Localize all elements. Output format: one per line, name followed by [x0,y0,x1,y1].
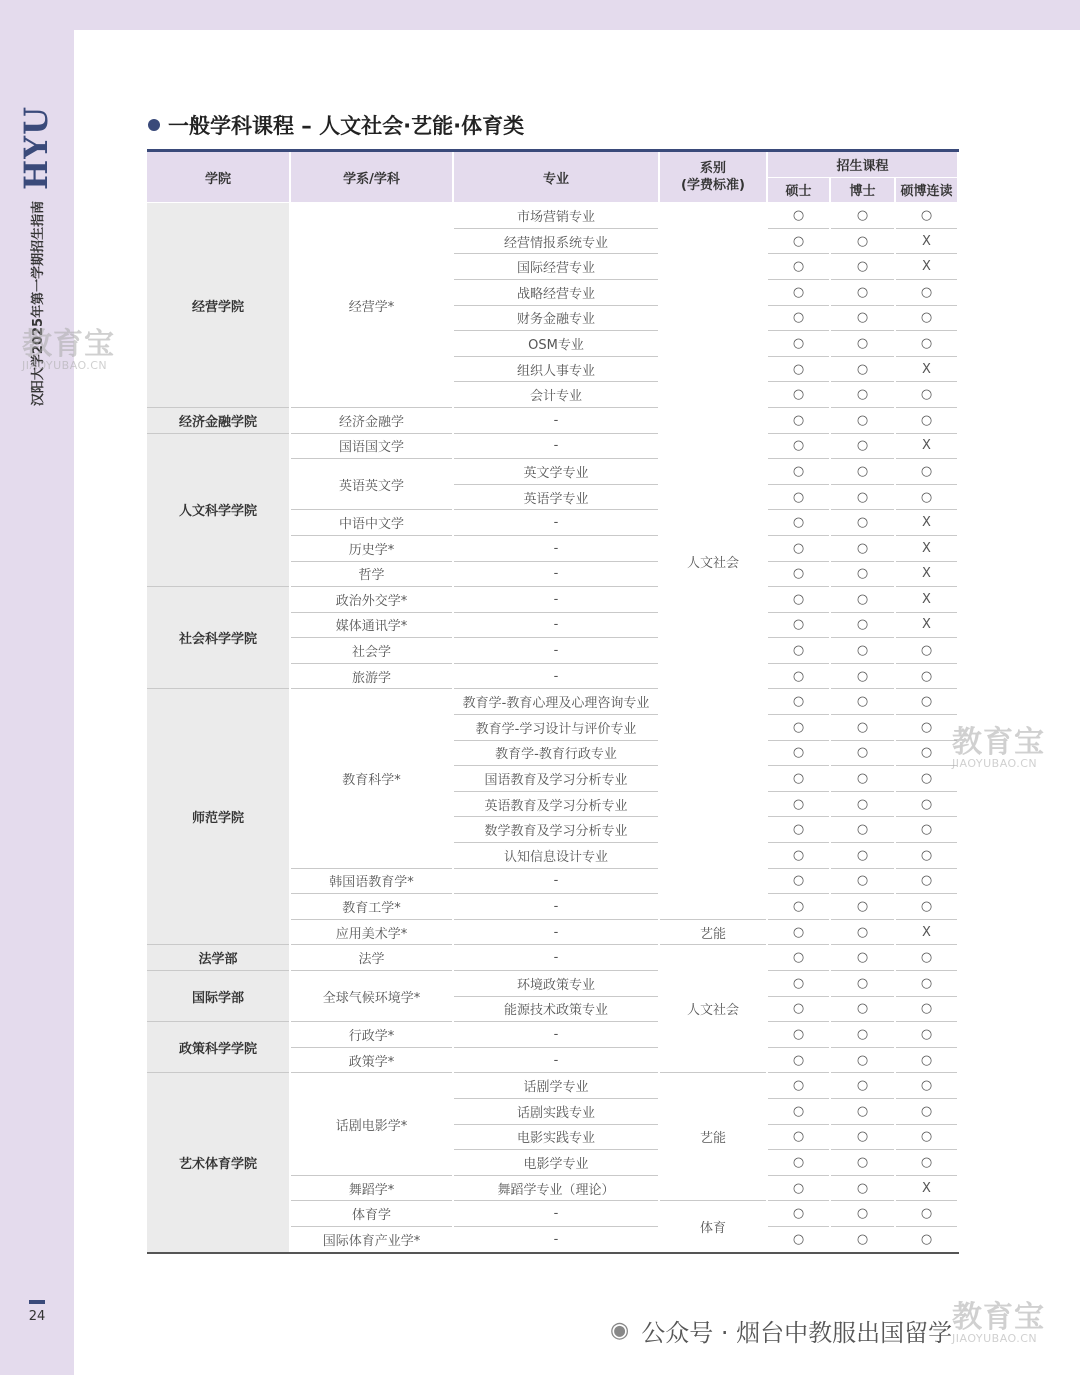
table-row [147,945,958,971]
major-cell: 数学教育及学习分析专业 [453,817,659,843]
combined-availability: ○ [895,459,958,485]
phd-availability: ○ [830,1226,895,1252]
major-cell: - [453,407,659,433]
college-cell: 政策科学学院 [147,1022,290,1073]
dept-cell: 体育学 [290,1201,453,1227]
phd-availability: ○ [830,1073,895,1099]
master-availability: ○ [767,305,830,331]
major-cell: - [453,945,659,971]
major-cell: 教育学-学习设计与评价专业 [453,715,659,741]
phd-availability: ○ [830,535,895,561]
phd-availability: ○ [830,433,895,459]
major-cell: 教育学-教育行政专业 [453,740,659,766]
dept-cell: 旅游学 [290,663,453,689]
phd-availability: ○ [830,279,895,305]
combined-availability: X [895,510,958,536]
master-availability: ○ [767,382,830,408]
combined-availability: ○ [895,868,958,894]
table-row [147,1073,958,1099]
master-availability: ○ [767,535,830,561]
phd-availability: ○ [830,766,895,792]
combined-availability: ○ [895,996,958,1022]
major-cell: 国际经营专业 [453,254,659,280]
phd-availability: ○ [830,1150,895,1176]
combined-availability: ○ [895,1022,958,1048]
combined-availability: ○ [895,638,958,664]
combined-availability: X [895,433,958,459]
master-availability: ○ [767,945,830,971]
master-availability: ○ [767,254,830,280]
combined-availability: X [895,919,958,945]
major-cell: 话剧实践专业 [453,1098,659,1124]
phd-availability: ○ [830,740,895,766]
dept-cell: 话剧电影学* [290,1073,453,1175]
combined-availability: ○ [895,689,958,715]
header-master: 硕士 [767,177,830,203]
master-availability: ○ [767,203,830,229]
major-cell: - [453,638,659,664]
dept-cell: 舞蹈学* [290,1175,453,1201]
sidebar [0,0,74,1375]
master-availability: ○ [767,971,830,997]
combined-availability: ○ [895,305,958,331]
combined-availability: X [895,356,958,382]
dept-cell: 社会学 [290,638,453,664]
phd-availability: ○ [830,1201,895,1227]
master-availability: ○ [767,766,830,792]
combined-availability: ○ [895,1124,958,1150]
phd-availability: ○ [830,1175,895,1201]
section-heading [148,110,524,140]
combined-availability: ○ [895,203,958,229]
master-availability: ○ [767,791,830,817]
page-number: 24 [28,1309,46,1324]
header-courses: 招生课程 [767,151,958,178]
major-cell: - [453,510,659,536]
combined-availability: ○ [895,279,958,305]
major-cell: 战略经营专业 [453,279,659,305]
dept-cell: 国际体育产业学* [290,1226,453,1252]
combined-availability: X [895,587,958,613]
phd-availability: ○ [830,663,895,689]
phd-availability: ○ [830,612,895,638]
table-row [147,587,958,613]
combined-availability: ○ [895,331,958,357]
dept-cell: 韩国语教育学* [290,868,453,894]
courses-table [147,149,959,1254]
college-cell: 国际学部 [147,971,290,1022]
watermark: 教育宝 JIAOYUBAO.CN [952,725,1045,770]
combined-availability: X [895,1175,958,1201]
phd-availability: ○ [830,254,895,280]
dept-cell: 哲学 [290,561,453,587]
combined-availability: ○ [895,766,958,792]
college-cell: 人文科学学院 [147,433,290,587]
master-availability: ○ [767,996,830,1022]
phd-availability: ○ [830,356,895,382]
combined-availability: ○ [895,1150,958,1176]
master-availability: ○ [767,407,830,433]
college-cell: 师范学院 [147,689,290,945]
watermark: 教育宝 JIAOYUBAO.CN [22,327,115,372]
master-availability: ○ [767,740,830,766]
college-cell: 社会科学学院 [147,587,290,689]
phd-availability: ○ [830,331,895,357]
major-cell: 市场营销专业 [453,203,659,229]
phd-availability: ○ [830,971,895,997]
major-cell: - [453,1047,659,1073]
major-cell: OSM专业 [453,331,659,357]
combined-availability: X [895,561,958,587]
dept-cell: 英语英文学 [290,459,453,510]
major-cell: - [453,561,659,587]
phd-availability: ○ [830,1098,895,1124]
major-cell: 电影实践专业 [453,1124,659,1150]
major-cell: - [453,919,659,945]
master-availability: ○ [767,228,830,254]
major-cell: 舞蹈学专业（理论） [453,1175,659,1201]
phd-availability: ○ [830,843,895,869]
combined-availability: ○ [895,843,958,869]
major-cell: 会计专业 [453,382,659,408]
footer-text: 公众号 · 烟台中教服出国留学 [641,1319,953,1347]
major-cell: - [453,1022,659,1048]
master-availability: ○ [767,331,830,357]
major-cell: 组织人事专业 [453,356,659,382]
phd-availability: ○ [830,1124,895,1150]
master-availability: ○ [767,868,830,894]
phd-availability: ○ [830,484,895,510]
major-cell: - [453,587,659,613]
major-cell: 英语学专业 [453,484,659,510]
master-availability: ○ [767,587,830,613]
combined-availability: ○ [895,945,958,971]
phd-availability: ○ [830,689,895,715]
table-row [147,689,958,715]
master-availability: ○ [767,715,830,741]
combined-availability: ○ [895,407,958,433]
header-combined: 硕博连读 [895,177,958,203]
combined-availability: ○ [895,715,958,741]
dept-cell: 政治外交学* [290,587,453,613]
combined-availability: ○ [895,484,958,510]
master-availability: ○ [767,663,830,689]
major-cell: 教育学-教育心理及心理咨询专业 [453,689,659,715]
combined-availability: X [895,228,958,254]
master-availability: ○ [767,817,830,843]
dept-cell: 国语国文学 [290,433,453,459]
major-cell: - [453,612,659,638]
combined-availability: ○ [895,894,958,920]
footer [610,1313,952,1348]
master-availability: ○ [767,510,830,536]
major-cell: - [453,535,659,561]
master-availability: ○ [767,279,830,305]
section-heading-text: 一般学科课程 – 人文社会·艺能·体育类 [168,114,525,138]
master-availability: ○ [767,1047,830,1073]
major-cell: 环境政策专业 [453,971,659,997]
table-row [147,203,958,229]
combined-availability: ○ [895,1073,958,1099]
master-availability: ○ [767,689,830,715]
phd-availability: ○ [830,561,895,587]
dept-cell: 政策学* [290,1047,453,1073]
major-cell: 英语教育及学习分析专业 [453,791,659,817]
master-availability: ○ [767,612,830,638]
category-cell: 艺能 [659,919,767,945]
dept-cell: 经济金融学 [290,407,453,433]
college-cell: 经济金融学院 [147,407,290,433]
combined-availability: ○ [895,971,958,997]
phd-availability: ○ [830,382,895,408]
master-availability: ○ [767,843,830,869]
page-number-bar [29,1300,45,1304]
major-cell: - [453,894,659,920]
phd-availability: ○ [830,894,895,920]
college-cell: 法学部 [147,945,290,971]
table-row [147,407,958,433]
master-availability: ○ [767,561,830,587]
phd-availability: ○ [830,587,895,613]
side-title: 汉阳大学2025年第一学期招生指南 [31,200,47,407]
table-row [147,1022,958,1048]
phd-availability: ○ [830,868,895,894]
master-availability: ○ [767,638,830,664]
top-band [0,0,1080,30]
master-availability: ○ [767,894,830,920]
master-availability: ○ [767,1201,830,1227]
table-row [147,433,958,459]
combined-availability: ○ [895,1098,958,1124]
dept-cell: 中语中文学 [290,510,453,536]
major-cell: - [453,433,659,459]
dept-cell: 行政学* [290,1022,453,1048]
category-cell: 人文社会 [659,203,767,920]
category-cell: 体育 [659,1201,767,1253]
combined-availability: X [895,535,958,561]
phd-availability: ○ [830,510,895,536]
college-cell: 经营学院 [147,203,290,408]
header-category: 系别 (学费标准) [659,151,767,203]
phd-availability: ○ [830,459,895,485]
major-cell: 话剧学专业 [453,1073,659,1099]
major-cell: 经营情报系统专业 [453,228,659,254]
dept-cell: 全球气候环境学* [290,971,453,1022]
dept-cell: 教育工学* [290,894,453,920]
major-cell: - [453,1226,659,1252]
header-dept: 学系/学科 [290,151,453,203]
dept-cell: 经营学* [290,203,453,408]
header-phd: 博士 [830,177,895,203]
master-availability: ○ [767,1175,830,1201]
phd-availability: ○ [830,817,895,843]
combined-availability: ○ [895,382,958,408]
combined-availability: ○ [895,663,958,689]
phd-availability: ○ [830,715,895,741]
combined-availability: ○ [895,1226,958,1252]
master-availability: ○ [767,1226,830,1252]
major-cell: 能源技术政策专业 [453,996,659,1022]
major-cell: - [453,663,659,689]
dept-cell: 法学 [290,945,453,971]
phd-availability: ○ [830,945,895,971]
major-cell: 国语教育及学习分析专业 [453,766,659,792]
header-major: 专业 [453,151,659,203]
master-availability: ○ [767,1073,830,1099]
combined-availability: ○ [895,1201,958,1227]
phd-availability: ○ [830,305,895,331]
dept-cell: 媒体通讯学* [290,612,453,638]
dept-cell: 历史学* [290,535,453,561]
phd-availability: ○ [830,1022,895,1048]
header-college: 学院 [147,151,290,203]
phd-availability: ○ [830,407,895,433]
combined-availability: ○ [895,817,958,843]
combined-availability: X [895,612,958,638]
table-row [147,971,958,997]
master-availability: ○ [767,1022,830,1048]
category-cell: 人文社会 [659,945,767,1073]
major-cell: 认知信息设计专业 [453,843,659,869]
combined-availability: ○ [895,740,958,766]
bullet-dot-icon [148,119,160,131]
master-availability: ○ [767,1150,830,1176]
master-availability: ○ [767,356,830,382]
dept-cell: 应用美术学* [290,919,453,945]
major-cell: 财务金融专业 [453,305,659,331]
major-cell: 电影学专业 [453,1150,659,1176]
master-availability: ○ [767,459,830,485]
phd-availability: ○ [830,996,895,1022]
phd-availability: ○ [830,203,895,229]
master-availability: ○ [767,484,830,510]
combined-availability: X [895,254,958,280]
phd-availability: ○ [830,228,895,254]
combined-availability: ○ [895,791,958,817]
wechat-icon: ◉ [610,1318,630,1343]
combined-availability: ○ [895,1047,958,1073]
category-cell: 艺能 [659,1073,767,1201]
major-cell: 英文学专业 [453,459,659,485]
master-availability: ○ [767,1098,830,1124]
dept-cell: 教育科学* [290,689,453,868]
master-availability: ○ [767,1124,830,1150]
master-availability: ○ [767,919,830,945]
phd-availability: ○ [830,638,895,664]
major-cell: - [453,868,659,894]
hyu-logo: HYU [17,106,56,190]
college-cell: 艺术体育学院 [147,1073,290,1253]
phd-availability: ○ [830,1047,895,1073]
major-cell: - [453,1201,659,1227]
master-availability: ○ [767,433,830,459]
phd-availability: ○ [830,791,895,817]
phd-availability: ○ [830,919,895,945]
watermark: 教育宝 JIAOYUBAO.CN [952,1300,1045,1345]
